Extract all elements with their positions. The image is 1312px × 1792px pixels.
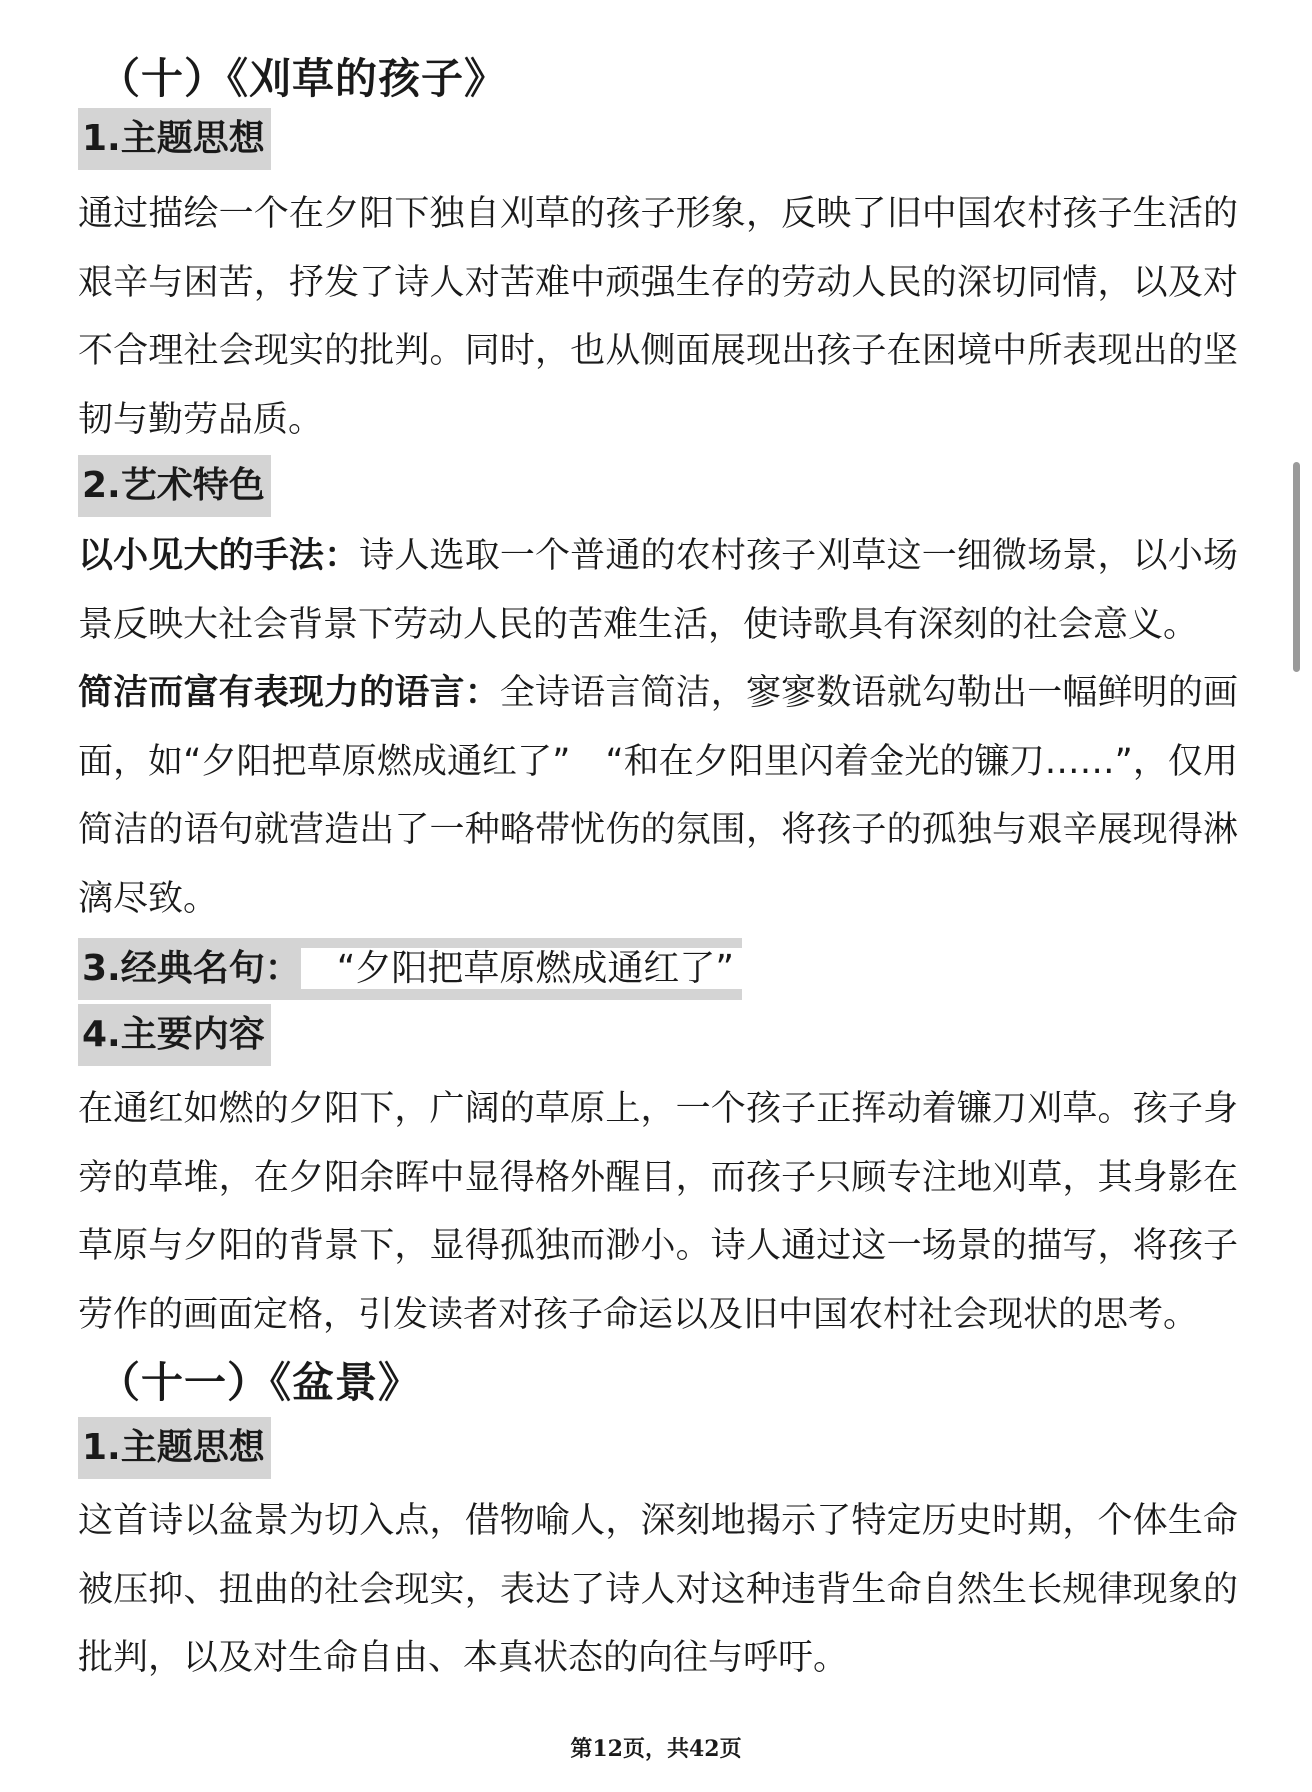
heading-content: 4.主要内容	[78, 1004, 271, 1066]
heading-art: 2.艺术特色	[78, 455, 271, 517]
section-title-10: （十）《刈草的孩子》	[98, 54, 508, 103]
section-title-11: （十一）《盆景》	[98, 1358, 422, 1407]
art-item-text: 全诗语言简洁，寥寥数语就勾勒出一幅鲜明的画面，如“夕阳把草原燃成通红了” “和在夕阳里闪着金光的镰刀……”，仅用简洁的语句就营造出了一种略带忧伤的氛围，将孩子的孤独与艰辛展现得淋漓尽致。	[78, 673, 1238, 919]
heading-theme: 1.主题思想	[78, 108, 271, 170]
art-item-text: 诗人选取一个普通的农村孩子刈草这一细微场景，以小场景反映大社会背景下劳动人民的苦难生活，使诗歌具有深刻的社会意义。	[78, 536, 1238, 645]
content-paragraph: 在通红如燃的夕阳下，广阔的草原上，一个孩子正挥动着镰刀刈草。孩子身旁的草堆，在夕阳余晖中显得格外醒目，而孩子只顾专注地刈草，其身影在草原与夕阳的背景下，显得孤独而渺小。诗人通过这一场景的描写，将孩子劳作的画面定格，引发读者对孩子命运以及旧中国农村社会现状的思考。	[78, 1089, 1238, 1335]
famous-quote: “夕阳把草原燃成通红了”	[301, 948, 742, 989]
theme-paragraph: 通过描绘一个在夕阳下独自刈草的孩子形象，反映了旧中国农村孩子生活的艰辛与困苦，抒发了诗人对苦难中顽强生存的劳动人民的深切同情，以及对不合理社会现实的批判。同时，也从侧面展现出孩子在困境中所表现出的坚韧与勤劳品质。	[78, 194, 1238, 440]
art-item-lead: 简洁而富有表现力的语言：	[78, 673, 500, 713]
heading-famous-quote	[78, 938, 742, 1000]
page-footer: 第12页，共42页	[570, 1736, 742, 1762]
heading-theme-11: 1.主题思想	[78, 1417, 271, 1479]
quote-label: 3.经典名句：	[82, 948, 301, 989]
art-item-language	[78, 659, 1238, 933]
art-item-small-big	[78, 522, 1238, 659]
theme-paragraph-11: 这首诗以盆景为切入点，借物喻人，深刻地揭示了特定历史时期，个体生命被压抑、扭曲的社会现实，表达了诗人对这种违背生命自然生长规律现象的批判，以及对生命自由、本真状态的向往与呼吁。	[78, 1501, 1238, 1678]
art-item-lead: 以小见大的手法：	[78, 536, 360, 576]
scrollbar[interactable]	[1293, 462, 1300, 672]
